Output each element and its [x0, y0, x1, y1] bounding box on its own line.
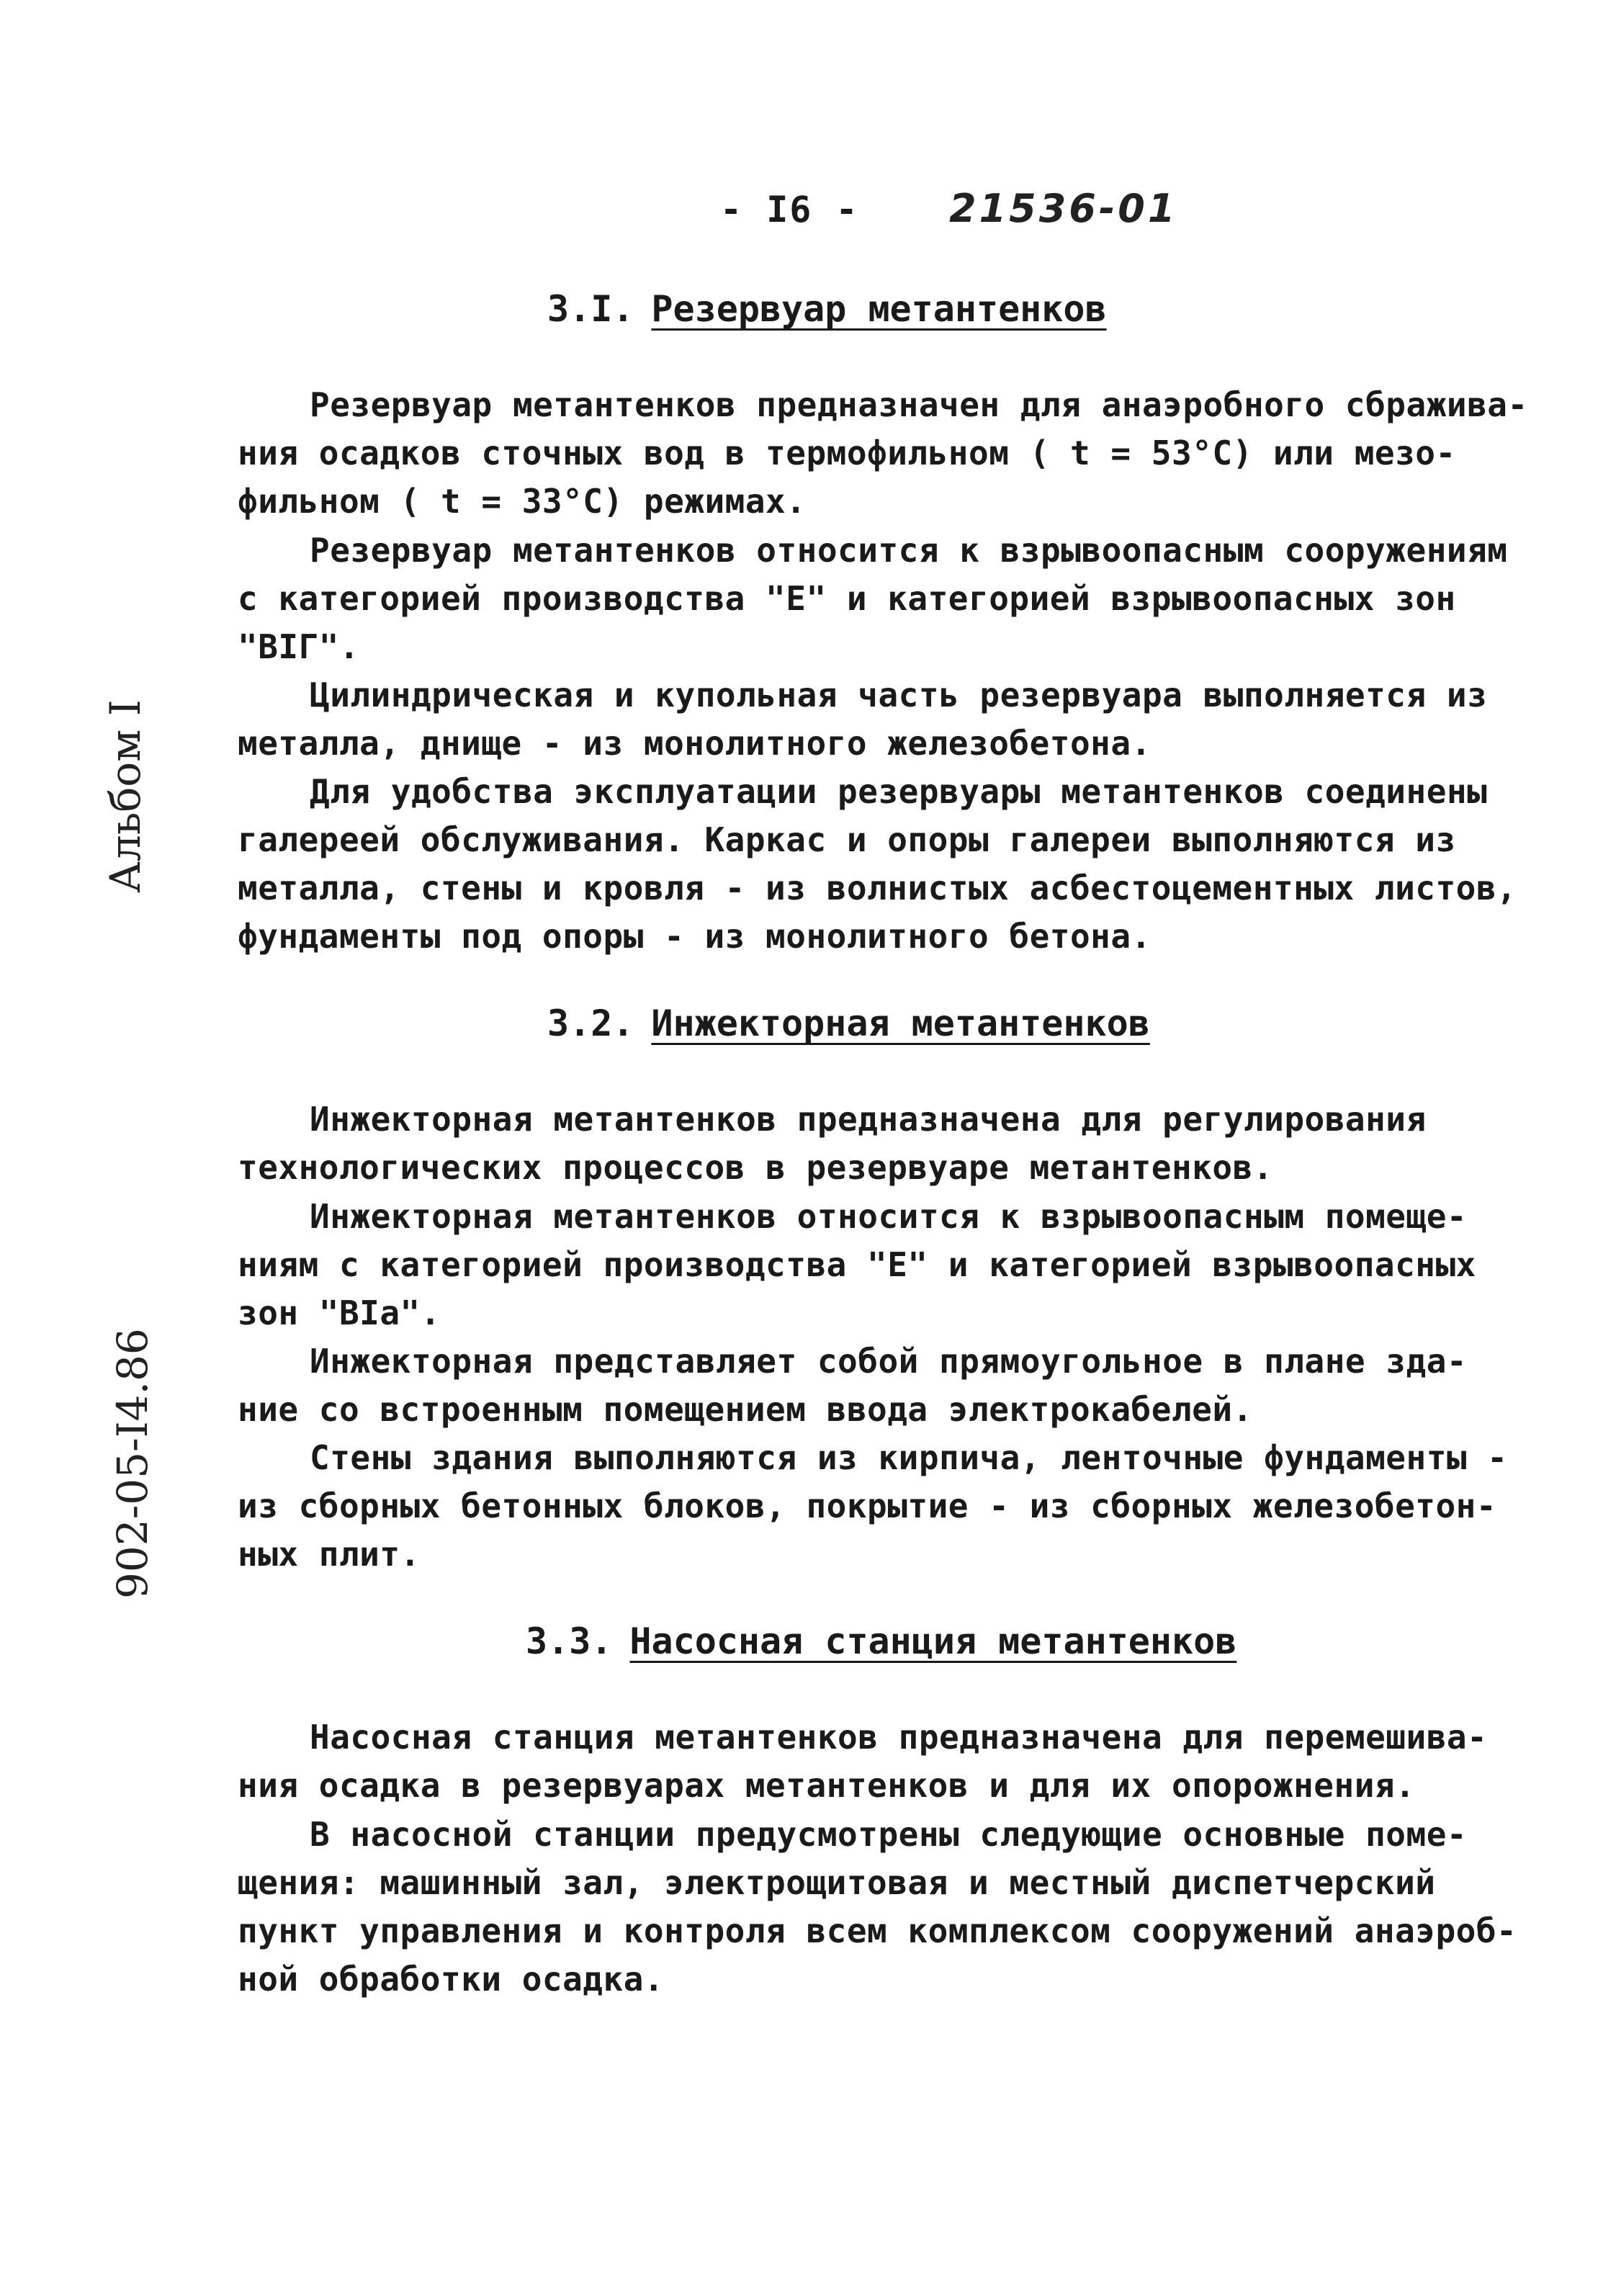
- paragraph-line: из сборных бетонных блоков, покрытие - из сборных железобетон-: [238, 1486, 1497, 1525]
- paragraph-line: с категорией производства "Е" и категорией взрывоопасных зон: [238, 579, 1456, 618]
- paragraph-line: Стены здания выполняются из кирпича, ленточные фундаменты -: [310, 1438, 1508, 1477]
- paragraph-line: фильном ( t = 33°C) режимах.: [238, 482, 807, 521]
- section-heading-3-3: [526, 1620, 1236, 1662]
- margin-album-label: Альбом I: [101, 699, 150, 893]
- paragraph-line: Резервуар метантенков относится к взрывоопасным сооружениям: [310, 531, 1508, 570]
- paragraph-line: галереей обслуживания. Каркас и опоры галереи выполняются из: [238, 820, 1456, 859]
- page-number: - I6 -: [720, 189, 859, 230]
- paragraph-line: щения: машинный зал, электрощитовая и местный диспетчерский: [238, 1863, 1436, 1902]
- paragraph-line: ние со встроенным помещением ввода электрокабелей.: [238, 1390, 1253, 1429]
- paragraph-line: "BIГ".: [238, 627, 360, 666]
- paragraph-line: ния осадков сточных вод в термофильном ( t = 53°C) или мезо-: [238, 434, 1456, 472]
- paragraph-line: В насосной станции предусмотрены следующие основные поме-: [310, 1815, 1468, 1854]
- handwritten-document-code: 21536-01: [949, 186, 1178, 231]
- paragraph-line: Цилиндрическая и купольная часть резервуара выполняется из: [310, 676, 1488, 714]
- paragraph-line: ния осадка в резервуарах метантенков и для их опорожнения.: [238, 1766, 1416, 1805]
- paragraph-line: ниям с категорией производства "Е" и категорией взрывоопасных: [238, 1245, 1476, 1284]
- paragraph-line: Насосная станция метантенков предназначена для перемешива-: [310, 1718, 1488, 1757]
- paragraph-line: ных плит.: [238, 1535, 421, 1574]
- section-title: Насосная станция метантенков: [629, 1620, 1237, 1662]
- paragraph-line: металла, стены и кровля - из волнистых асбестоцементных листов,: [238, 869, 1517, 907]
- section-title: Резервуар метантенков: [651, 288, 1107, 330]
- paragraph-line: Для удобства эксплуатации резервуары метантенков соединены: [310, 772, 1488, 811]
- margin-series-code: 902-05-I4.86: [108, 1328, 157, 1599]
- paragraph-line: зон "BIa".: [238, 1293, 441, 1332]
- section-heading-3-1: [547, 288, 1107, 330]
- section-number: 3.2.: [547, 1003, 634, 1044]
- section-number: 3.I.: [547, 288, 634, 330]
- section-heading-3-2: [547, 1003, 1150, 1044]
- paragraph-line: металла, днище - из монолитного железобетона.: [238, 724, 1152, 763]
- paragraph-line: Инжекторная метантенков относится к взрывоопасным помеще-: [310, 1197, 1468, 1236]
- paragraph-line: пункт управления и контроля всем комплексом сооружений анаэроб-: [238, 1911, 1517, 1950]
- section-title: Инжекторная метантенков: [651, 1003, 1150, 1044]
- paragraph-line: Инжекторная представляет собой прямоугольное в плане зда-: [310, 1342, 1468, 1381]
- paragraph-line: ной обработки осадка.: [238, 1960, 665, 1999]
- section-number: 3.3.: [526, 1620, 613, 1662]
- paragraph-line: фундаменты под опоры - из монолитного бетона.: [238, 917, 1152, 956]
- paragraph-line: технологических процессов в резервуаре метантенков.: [238, 1148, 1273, 1187]
- paragraph-line: Резервуар метантенков предназначен для анаэробного сбражива-: [310, 385, 1528, 424]
- paragraph-line: Инжекторная метантенков предназначена для регулирования: [310, 1100, 1427, 1139]
